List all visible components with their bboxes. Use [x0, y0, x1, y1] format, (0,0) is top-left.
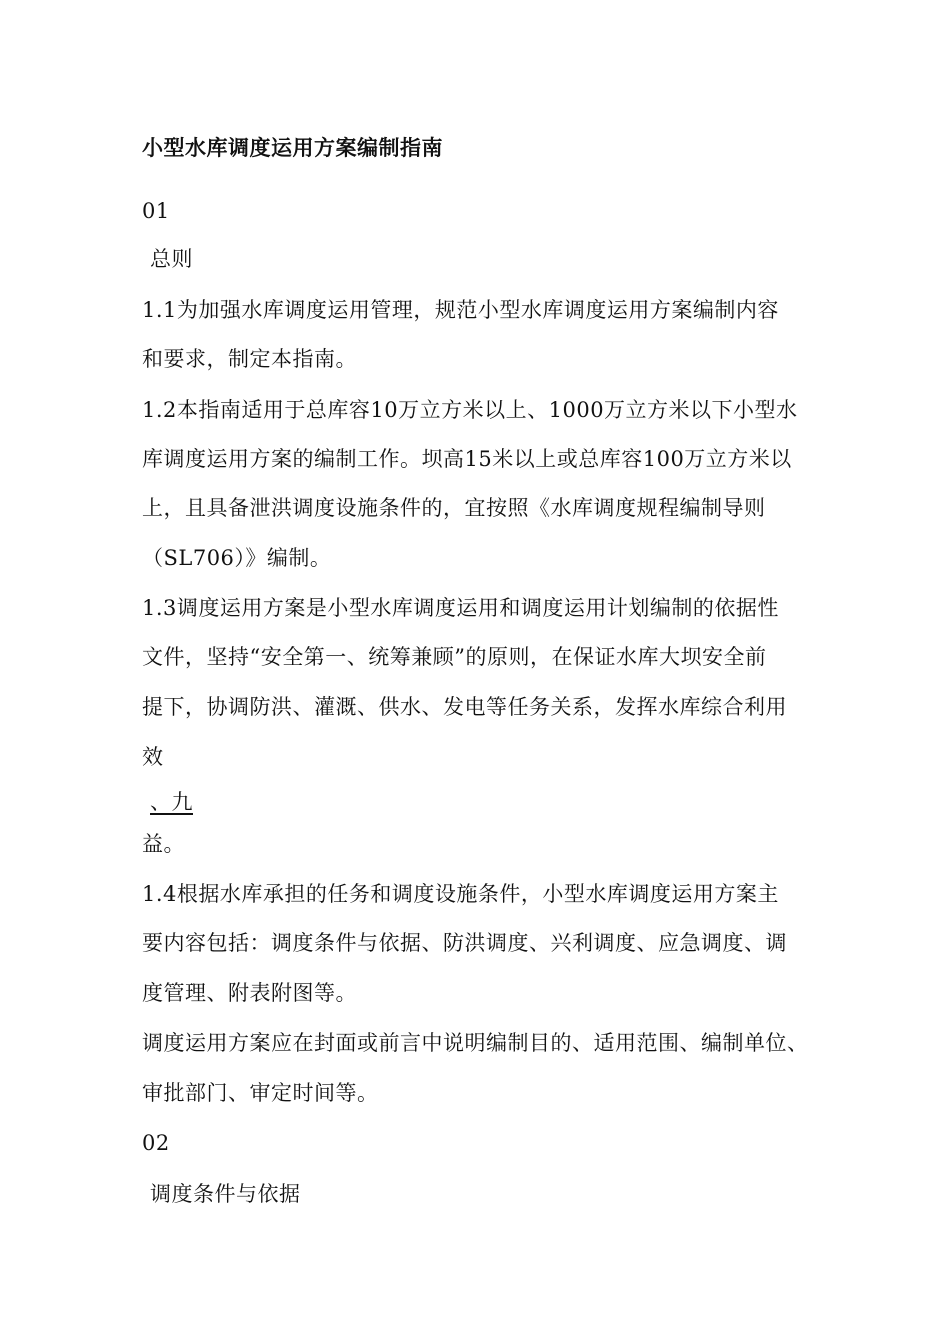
paragraph-line: 1.2本指南适用于总库容10万立方米以上、1000万立方米以下小型水 — [142, 398, 798, 422]
section-heading: 调度条件与依据 — [150, 1182, 301, 1206]
paragraph-line: 审批部门、审定时间等。 — [142, 1081, 379, 1105]
paragraph-fragment: 、九 — [150, 790, 193, 814]
paragraph-line: 效 — [142, 745, 164, 769]
paragraph-line: 上，且具备泄洪调度设施条件的，宜按照《水库调度规程编制导则 — [142, 496, 766, 520]
paragraph-line: 1.3调度运用方案是小型水库调度运用和调度运用计划编制的依据性 — [142, 596, 779, 620]
paragraph-line: 度管理、附表附图等。 — [142, 981, 357, 1005]
paragraph-line: 1.1为加强水库调度运用管理，规范小型水库调度运用方案编制内容 — [142, 298, 779, 322]
paragraph-line: 文件，坚持“安全第一、统筹兼顾”的原则，在保证水库大坝安全前 — [142, 645, 767, 669]
paragraph-line: （SL706）》编制。 — [142, 546, 332, 570]
section-heading: 总则 — [150, 247, 193, 271]
document-title: 小型水库调度运用方案编制指南 — [142, 135, 443, 160]
paragraph-line: 库调度运用方案的编制工作。坝高15米以上或总库容100万立方米以 — [142, 447, 792, 471]
section-number: 02 — [142, 1131, 170, 1155]
paragraph-line: 1.4根据水库承担的任务和调度设施条件，小型水库调度运用方案主 — [142, 882, 779, 906]
paragraph-line: 和要求，制定本指南。 — [142, 347, 357, 371]
section-number: 01 — [142, 199, 170, 223]
paragraph-line: 要内容包括：调度条件与依据、防洪调度、兴利调度、应急调度、调 — [142, 931, 787, 955]
paragraph-line: 提下，协调防洪、灌溉、供水、发电等任务关系，发挥水库综合利用 — [142, 695, 787, 719]
paragraph-line: 益。 — [142, 832, 185, 856]
paragraph-line: 调度运用方案应在封面或前言中说明编制目的、适用范围、编制单位、 — [142, 1031, 809, 1055]
